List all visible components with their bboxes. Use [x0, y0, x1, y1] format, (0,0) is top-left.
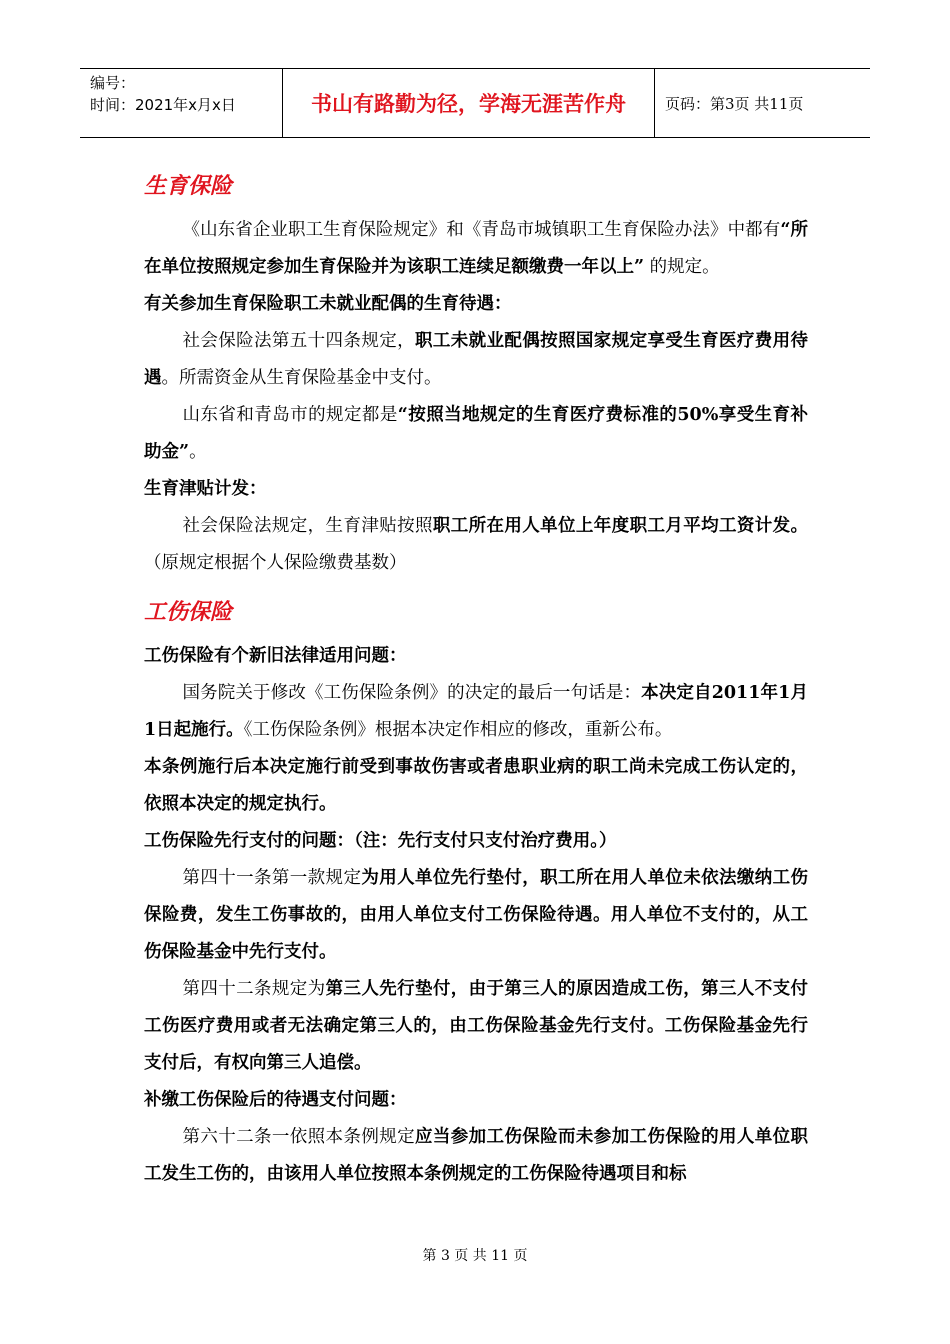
subheading: 有关参加生育保险职工未就业配偶的生育待遇： [144, 294, 512, 314]
paragraph [144, 971, 808, 1082]
text: 《山东省企业职工生育保险规定》和《青岛市城镇职工生育保险办法》中都有 [182, 220, 781, 240]
text: （原规定根据个人保险缴费基数） [144, 553, 407, 573]
text: 。所需资金从生育保险基金中支付。 [161, 368, 442, 388]
subheading: 工伤保险先行支付的问题：（注：先行支付只支付治疗费用。） [144, 831, 617, 851]
section-title-maternity: 生育保险 [144, 173, 233, 199]
paragraph [144, 860, 808, 971]
paragraph [144, 675, 808, 749]
text: 社会保险法第五十四条规定， [182, 331, 415, 351]
text: 第六十二条一依照本条例规定 [182, 1127, 415, 1147]
bold-text: “所在单位按照规定参加生育保险并为该职工连续足额缴费一年以上” [144, 220, 808, 277]
header-motto: 书山有路勤为径，学海无涯苦作舟 [283, 69, 655, 137]
paragraph [144, 212, 808, 286]
bold-text: 第三人先行垫付，由于第三人的原因造成工伤，第三人不支付工伤医疗费用或者无法确定第三人的，由工伤保险基金先行支付。工伤保险基金先行支付后，有权向第三人追偿。 [144, 979, 809, 1073]
subheading: 补缴工伤保险后的待遇支付问题： [144, 1090, 407, 1110]
subheading: 工伤保险有个新旧法律适用问题： [144, 646, 407, 666]
paragraph [144, 323, 808, 397]
bold-text: “按照当地规定的生育医疗费标准的50%享受生育补助金” [144, 405, 809, 462]
paragraph [144, 1119, 808, 1193]
page-footer: 第 3 页 共 11 页 [422, 1248, 528, 1264]
text: 社会保险法规定，生育津贴按照 [182, 516, 433, 536]
text: 《工伤保险条例》根据本决定作相应的修改，重新公布。 [243, 720, 673, 740]
text: 的规定。 [644, 257, 720, 277]
bold-text: 应当参加工伤保险而未参加工伤保险的用人单位职工发生工伤的，由该用人单位按照本条例规定的工伤保险待遇项目和标 [144, 1127, 809, 1184]
paragraph-bold: 本条例施行后本决定施行前受到事故伤害或者患职业病的职工尚未完成工伤认定的，依照本决定的规定执行。 [144, 757, 808, 814]
text: 山东省和青岛市的规定都是 [182, 405, 398, 425]
text: 第四十一条第一款规定 [182, 868, 362, 888]
paragraph [144, 508, 808, 582]
subheading: 生育津贴计发： [144, 479, 267, 499]
bold-text: 为用人单位先行垫付，职工所在用人单位未依法缴纳工伤保险费，发生工伤事故的，由用人单位支付工伤保险待遇。用人单位不支付的，从工伤保险基金中先行支付。 [144, 868, 809, 962]
header-meta [80, 69, 283, 137]
bold-text: 职工未就业配偶按照国家规定享受生育医疗费用待遇 [144, 331, 809, 388]
page-header [80, 68, 870, 138]
text: 国务院关于修改《工伤保险条例》的决定的最后一句话是： [182, 683, 642, 703]
document-date: 时间：2021年x月x日 [90, 96, 236, 114]
text: 。 [189, 442, 207, 462]
bold-text: 职工所在用人单位上年度职工月平均工资计发。 [432, 516, 809, 536]
bold-text: 本决定自2011年1月1日起施行。 [144, 683, 809, 740]
document-number: 编号： [90, 74, 136, 92]
text: 第四十二条规定为 [182, 979, 326, 999]
section-title-work-injury: 工伤保险 [144, 599, 233, 625]
document-body [144, 160, 808, 1193]
paragraph [144, 397, 808, 471]
header-page-info: 页码：第3页 共11页 [665, 94, 804, 113]
